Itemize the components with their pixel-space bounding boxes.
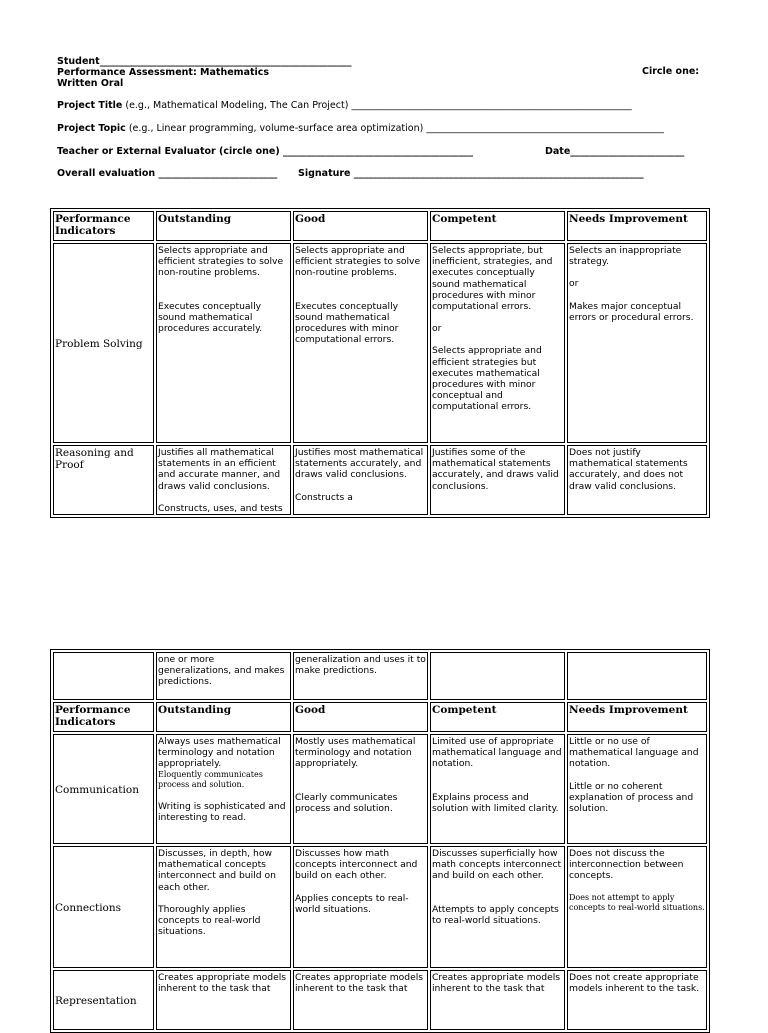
header-row — [53, 211, 707, 241]
rubric-table-part2 — [50, 649, 710, 1033]
cell-ps-needs: Selects an inappropriate strategy. or Makes major conceptual errors or procedural errors. — [567, 243, 707, 443]
teacher-evaluator-line: Teacher or External Evaluator (circle one) ________________________________________ — [57, 146, 473, 157]
signature-line: Signature _____________________________________________________________ — [298, 168, 644, 179]
row-communication — [53, 734, 707, 844]
indicator-connections: Connections — [53, 846, 154, 968]
indicator-communication: Communication — [53, 734, 154, 844]
overall-evaluation-line: Overall evaluation _________________________ — [57, 168, 278, 179]
cell-rep-outstanding: Creates appropriate models inherent to the task that — [156, 970, 291, 1030]
cell-rp-competent: Justifies some of the mathematical statements accurately, and draws valid conclusions. — [430, 445, 565, 515]
cell-ps-outstanding: Selects appropriate and efficient strategies to solve non-routine problems. Executes conceptually sound mathematical procedures accurately. — [156, 243, 291, 443]
col-competent: Competent — [430, 211, 565, 241]
indicator-representation: Representation — [53, 970, 154, 1030]
col-needs-improvement: Needs Improvement — [567, 702, 707, 732]
col-competent: Competent — [430, 702, 565, 732]
assessment-title: Performance Assessment: Mathematics — [57, 67, 270, 78]
row-reasoning-part2 — [53, 652, 707, 700]
written-oral-options: Written Oral — [57, 78, 124, 89]
project-title-line: Project Title (e.g., Mathematical Modeling, The Can Project) ___________________________________________________________ — [57, 100, 632, 111]
cell-rep-competent: Creates appropriate models inherent to the task that — [430, 970, 565, 1030]
cell-rp-needs: Does not justify mathematical statements accurately, and does not draw valid conclusions. — [567, 445, 707, 515]
col-good: Good — [293, 211, 428, 241]
row-connections — [53, 846, 707, 968]
cell-ps-competent: Selects appropriate, but inefficient, strategies, and executes conceptually sound mathematical procedures with minor computational errors. or Selects appropriate and efficient strategies but executes mathematical procedures with minor conceptual and computational errors. — [430, 243, 565, 443]
col-good: Good — [293, 702, 428, 732]
date-line: Date________________________ — [545, 146, 685, 157]
cell-comm-competent: Limited use of appropriate mathematical language and notation. Explains process and solution with limited clarity. — [430, 734, 565, 844]
cell-conn-outstanding: Discusses, in depth, how mathematical concepts interconnect and build on each other. Thoroughly applies concepts to real-world situations. — [156, 846, 291, 968]
header-row-2 — [53, 702, 707, 732]
cell-rp-outstanding: Justifies all mathematical statements in an efficient and accurate manner, and draws valid conclusions. Constructs, uses, and tests — [156, 445, 291, 515]
indicator-reasoning: Reasoning and Proof — [53, 445, 154, 515]
rubric-table-part1 — [50, 208, 710, 518]
cell-ps-good: Selects appropriate and efficient strategies to solve non-routine problems. Executes conceptually sound mathematical procedures with minor computational errors. — [293, 243, 428, 443]
row-problem-solving — [53, 243, 707, 443]
cell-comm-good: Mostly uses mathematical terminology and notation appropriately. Clearly communicates process and solution. — [293, 734, 428, 844]
col-performance-indicators: Performance Indicators — [53, 702, 154, 732]
circle-one-label: Circle one: — [642, 66, 700, 77]
indicator-problem-solving: Problem Solving — [53, 243, 154, 443]
cell-comm-needs: Little or no use of mathematical language and notation. Little or no coherent explanation of process and solution. — [567, 734, 707, 844]
cell-conn-competent: Discusses superficially how math concepts interconnect and build on each other. Attempts to apply concepts to real-world situations. — [430, 846, 565, 968]
cell-rep-good: Creates appropriate models inherent to the task that — [293, 970, 428, 1030]
cell-rp-good: Justifies most mathematical statements accurately, and draws valid conclusions. Constructs a — [293, 445, 428, 515]
col-outstanding: Outstanding — [156, 702, 291, 732]
project-topic-line: Project Topic (e.g., Linear programming, volume-surface area optimization) __________________________________________________ — [57, 123, 664, 134]
col-outstanding: Outstanding — [156, 211, 291, 241]
col-needs-improvement: Needs Improvement — [567, 211, 707, 241]
cell-comm-outstanding: Always uses mathematical terminology and notation appropriately. Eloquently communicates process and solution. Writing is sophisticated and interesting to read. — [156, 734, 291, 844]
cell-rp2-competent — [430, 652, 565, 700]
cell-rep-needs: Does not create appropriate models inherent to the task. — [567, 970, 707, 1030]
student-line: Student_____________________________________________________ — [57, 56, 352, 67]
cell-rp2-indicator — [53, 652, 154, 700]
col-performance-indicators: Performance Indicators — [53, 211, 154, 241]
cell-rp2-outstanding: one or more generalizations, and makes predictions. — [156, 652, 291, 700]
cell-rp2-good: generalization and uses it to make predictions. — [293, 652, 428, 700]
row-reasoning-part1 — [53, 445, 707, 515]
cell-rp2-needs — [567, 652, 707, 700]
cell-conn-needs: Does not discuss the interconnection between concepts. Does not attempt to apply concepts to real-world situations. — [567, 846, 707, 968]
row-representation — [53, 970, 707, 1030]
cell-conn-good: Discusses how math concepts interconnect and build on each other. Applies concepts to real-world situations. — [293, 846, 428, 968]
